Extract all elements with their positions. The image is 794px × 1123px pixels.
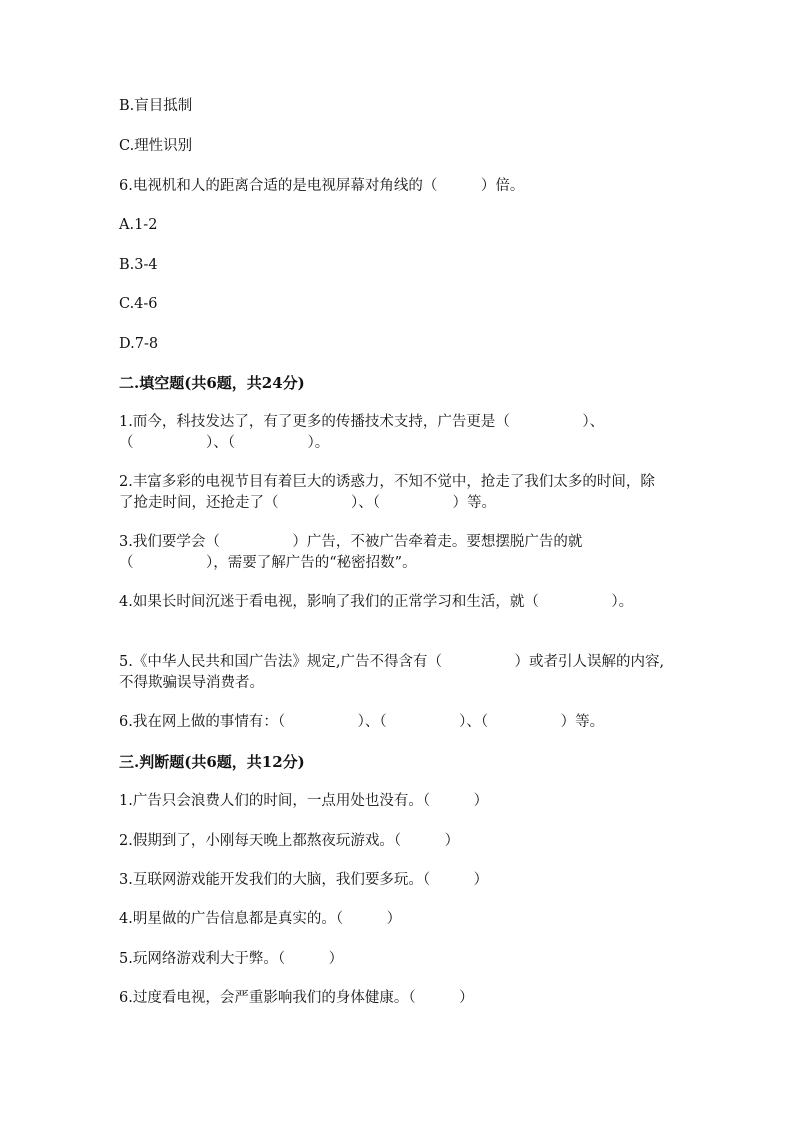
option-c: C.理性识别 (119, 138, 193, 154)
fill-question-4: 4.如果长时间沉迷于看电视，影响了我们的正常学习和生活，就（ ）。 (119, 594, 634, 610)
fill-question-1: 1.而今，科技发达了，有了更多的传播技术支持，广告更是（ ）、（ ）、（ ）。 (119, 414, 605, 451)
section-2-title: 二.填空题(共6题，共24分) (119, 374, 305, 392)
fill-question-6: 6.我在网上做的事情有：（ ）、（ ）、（ ）等。 (119, 714, 605, 730)
option-b: B.盲目抵制 (119, 98, 193, 114)
q6-option-a: A.1-2 (119, 217, 158, 233)
fill-question-2: 2.丰富多彩的电视节目有着巨大的诱惑力，不知不觉中，抢走了我们太多的时间，除了抢走时间，还抢走了（ ）、（ ）等。 (119, 474, 655, 511)
judge-question-3: 3.互联网游戏能开发我们的大脑，我们要多玩。（ ） (119, 872, 489, 888)
judge-question-6: 6.过度看电视，会严重影响我们的身体健康。（ ） (119, 990, 474, 1006)
judge-question-4: 4.明星做的广告信息都是真实的。（ ） (119, 911, 402, 927)
q6-option-b: B.3-4 (119, 257, 158, 273)
section-3-title: 三.判断题(共6题，共12分) (119, 753, 305, 771)
q6-option-d: D.7-8 (119, 336, 159, 352)
judge-question-2: 2.假期到了，小刚每天晚上都熬夜玩游戏。（ ） (119, 833, 460, 849)
judge-question-1: 1.广告只会浪费人们的时间，一点用处也没有。（ ） (119, 793, 489, 809)
fill-question-5: 5.《中华人民共和国广告法》规定,广告不得含有（ ）或者引人误解的内容,不得欺骗误导消费者。 (119, 654, 665, 691)
judge-question-5: 5.玩网络游戏利大于弊。（ ） (119, 951, 344, 967)
fill-question-3: 3.我们要学会（ ）广告，不被广告牵着走。要想摆脱广告的就（ ），需要了解广告的“秘密招数”。 (119, 534, 583, 571)
q6-option-c: C.4-6 (119, 296, 158, 312)
question-6: 6.电视机和人的距离合适的是电视屏幕对角线的（ ）倍。 (119, 178, 525, 194)
